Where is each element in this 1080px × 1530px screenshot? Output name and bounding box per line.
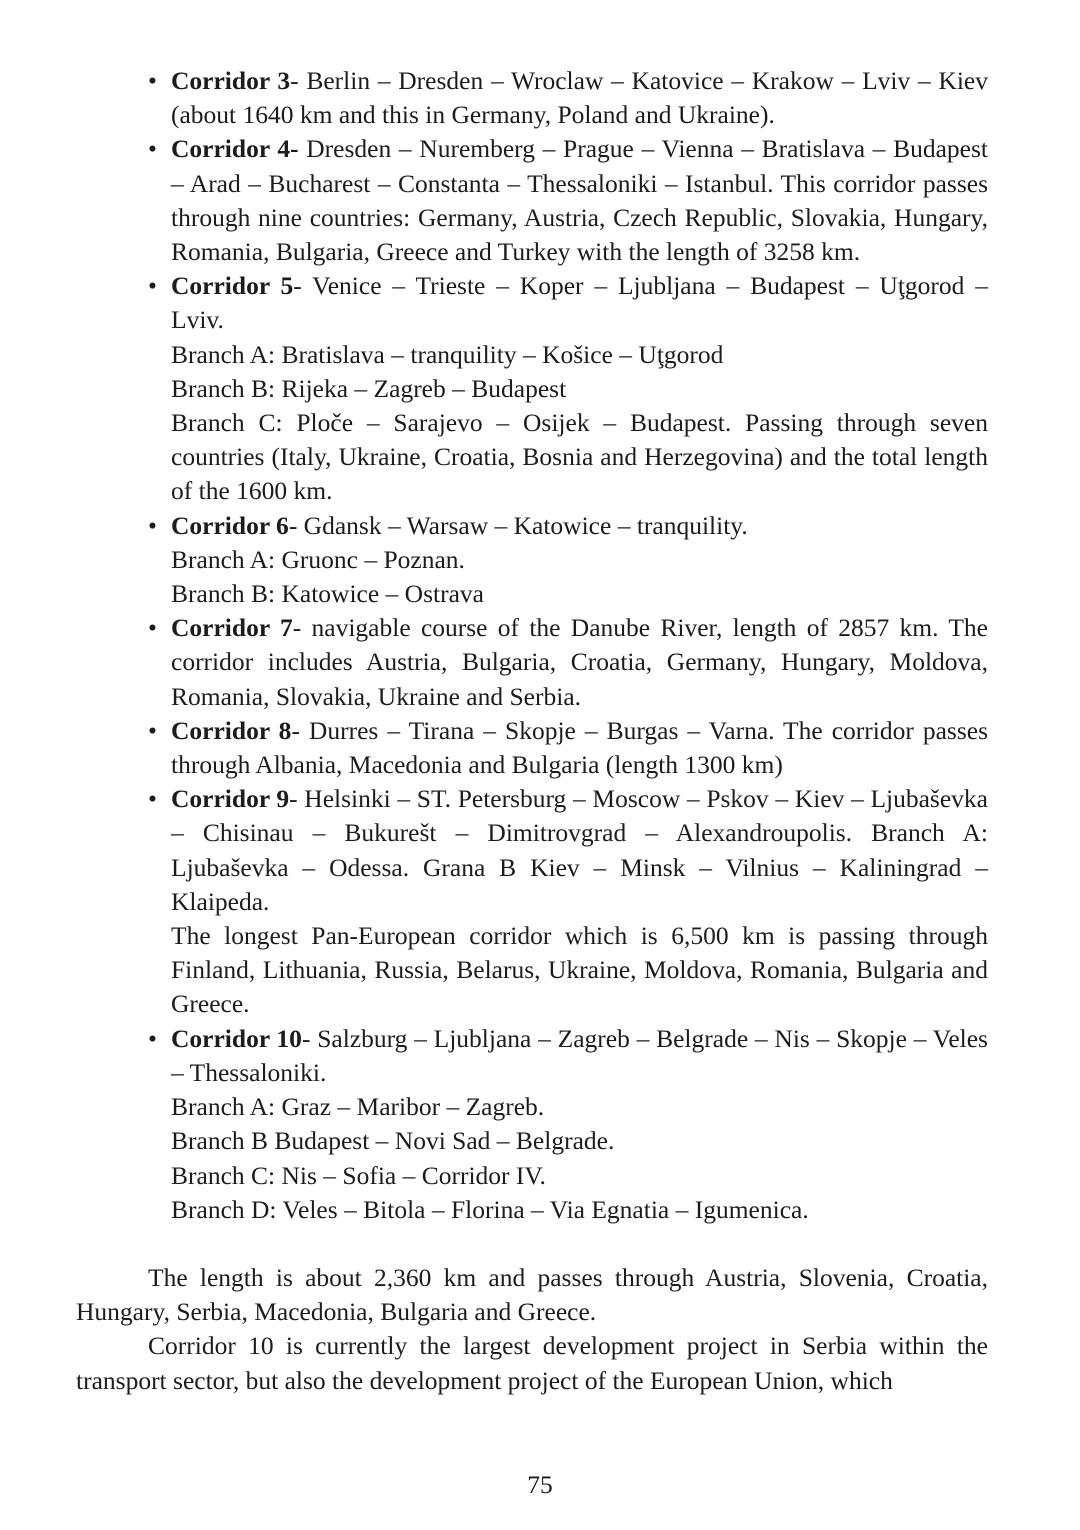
bullet-icon: • — [148, 271, 157, 301]
corridor-description: - Durres – Tirana – Skopje – Burgas – Varna. The corridor passes through Albania, Macedonia and Bulgaria (length 1300 km) — [171, 715, 988, 780]
bullet-icon: • — [148, 510, 157, 540]
corridor-name: Corridor 10 — [171, 1023, 302, 1053]
branch-line: Branch B: Katowice – Ostrava — [171, 579, 484, 609]
corridor-item — [76, 1022, 988, 1227]
corridor-item — [76, 611, 988, 714]
corridor-description: - Salzburg – Ljubljana – Zagreb – Belgrade – Nis – Skopje – Veles – Thessaloniki. — [171, 1023, 988, 1087]
bullet-icon: • — [148, 134, 157, 164]
corridor-item — [76, 269, 988, 508]
body-paragraph: Corridor 10 is currently the largest development project in Serbia within the transport sector, but also the development project of the European Union, which — [76, 1331, 988, 1395]
branch-line: Branch A: Graz – Maribor – Zagreb. — [171, 1092, 545, 1122]
bullet-icon: • — [148, 613, 157, 643]
corridor-name: Corridor 4- — [171, 134, 299, 164]
corridor-name: Corridor 6 — [171, 510, 289, 540]
branch-line: Branch D: Veles – Bitola – Florina – Via Egnatia – Igumenica. — [171, 1194, 809, 1224]
bullet-icon: • — [148, 784, 157, 814]
branch-line: Branch C: Ploče – Sarajevo – Osijek – Budapest. Passing through seven countries (Italy, Ukraine, Croatia, Bosnia and Herzegovina) and the total length of the 1600 km. — [171, 408, 988, 506]
corridor-item — [76, 509, 988, 612]
corridor-note: The longest Pan-European corridor which is 6,500 km is passing through Finland, Lithuania, Russia, Belarus, Ukraine, Moldova, Romania, Bulgaria and Greece. — [171, 921, 988, 1019]
bullet-icon: • — [148, 715, 157, 745]
page-number: 75 — [527, 1470, 553, 1499]
corridor-name: Corridor 9 — [171, 784, 290, 814]
branch-line: Branch A: Gruonc – Poznan. — [171, 544, 465, 574]
branch-line: Branch B: Rijeka – Zagreb – Budapest — [171, 373, 567, 403]
corridor-item — [76, 64, 988, 132]
corridor-description: - Gdansk – Warsaw – Katowice – tranquility. — [288, 510, 748, 540]
corridor-name: Corridor 7 — [171, 613, 293, 643]
branch-line: Branch B Budapest – Novi Sad – Belgrade. — [171, 1126, 615, 1156]
corridor-list — [76, 64, 988, 1227]
page-body — [76, 64, 988, 1398]
corridor-item — [76, 782, 988, 1021]
bullet-icon: • — [148, 66, 157, 95]
corridor-description: - Venice – Trieste – Koper – Ljubljana – Budapest – Uţgorod – Lviv. — [171, 271, 988, 335]
bullet-icon: • — [148, 1023, 157, 1053]
branch-line: Branch C: Nis – Sofia – Corridor IV. — [171, 1160, 546, 1190]
corridor-name: Corridor 5 — [171, 271, 294, 301]
corridor-description: - Helsinki – ST. Petersburg – Moscow – Pskov – Kiev – Ljubaševka – Chisinau – Bukurešt – Dimitrovgrad – Alexandroupolis. Branch A: Ljubaševka – Odessa. Grana B Kiev – Minsk – Vilnius – Kaliningrad – Klaipeda. — [171, 784, 988, 916]
corridor-description: - navigable course of the Danube River, length of 2857 km. The corridor includes Austria, Bulgaria, Croatia, Germany, Hungary, Moldova, Romania, Slovakia, Ukraine and Serbia. — [171, 613, 988, 711]
corridor-description: - Berlin – Dresden – Wroclaw – Katovice – Krakow – Lviv – Kiev (about 1640 km and this in Germany, Poland and Ukraine). — [171, 66, 988, 130]
corridor-name: Corridor 8 — [171, 715, 292, 745]
body-paragraph: The length is about 2,360 km and passes through Austria, Slovenia, Croatia, Hungary, Serbia, Macedonia, Bulgaria and Greece. — [76, 1262, 988, 1327]
corridor-description: Dresden – Nuremberg – Prague – Vienna – Bratislava – Budapest – Arad – Bucharest – Constanta – Thessaloniki – Istanbul. This corridor passes through nine countries: Germany, Austria, Czech Republic, Slovakia, Hungary, Romania, Bulgaria, Greece and Turkey with the length of 3258 km. — [171, 134, 988, 267]
corridor-item — [76, 132, 988, 269]
corridor-name: Corridor 3 — [171, 66, 291, 95]
branch-line: Branch A: Bratislava – tranquility – Košice – Uţgorod — [171, 339, 724, 369]
corridor-item — [76, 714, 988, 782]
spacer — [76, 1227, 988, 1261]
